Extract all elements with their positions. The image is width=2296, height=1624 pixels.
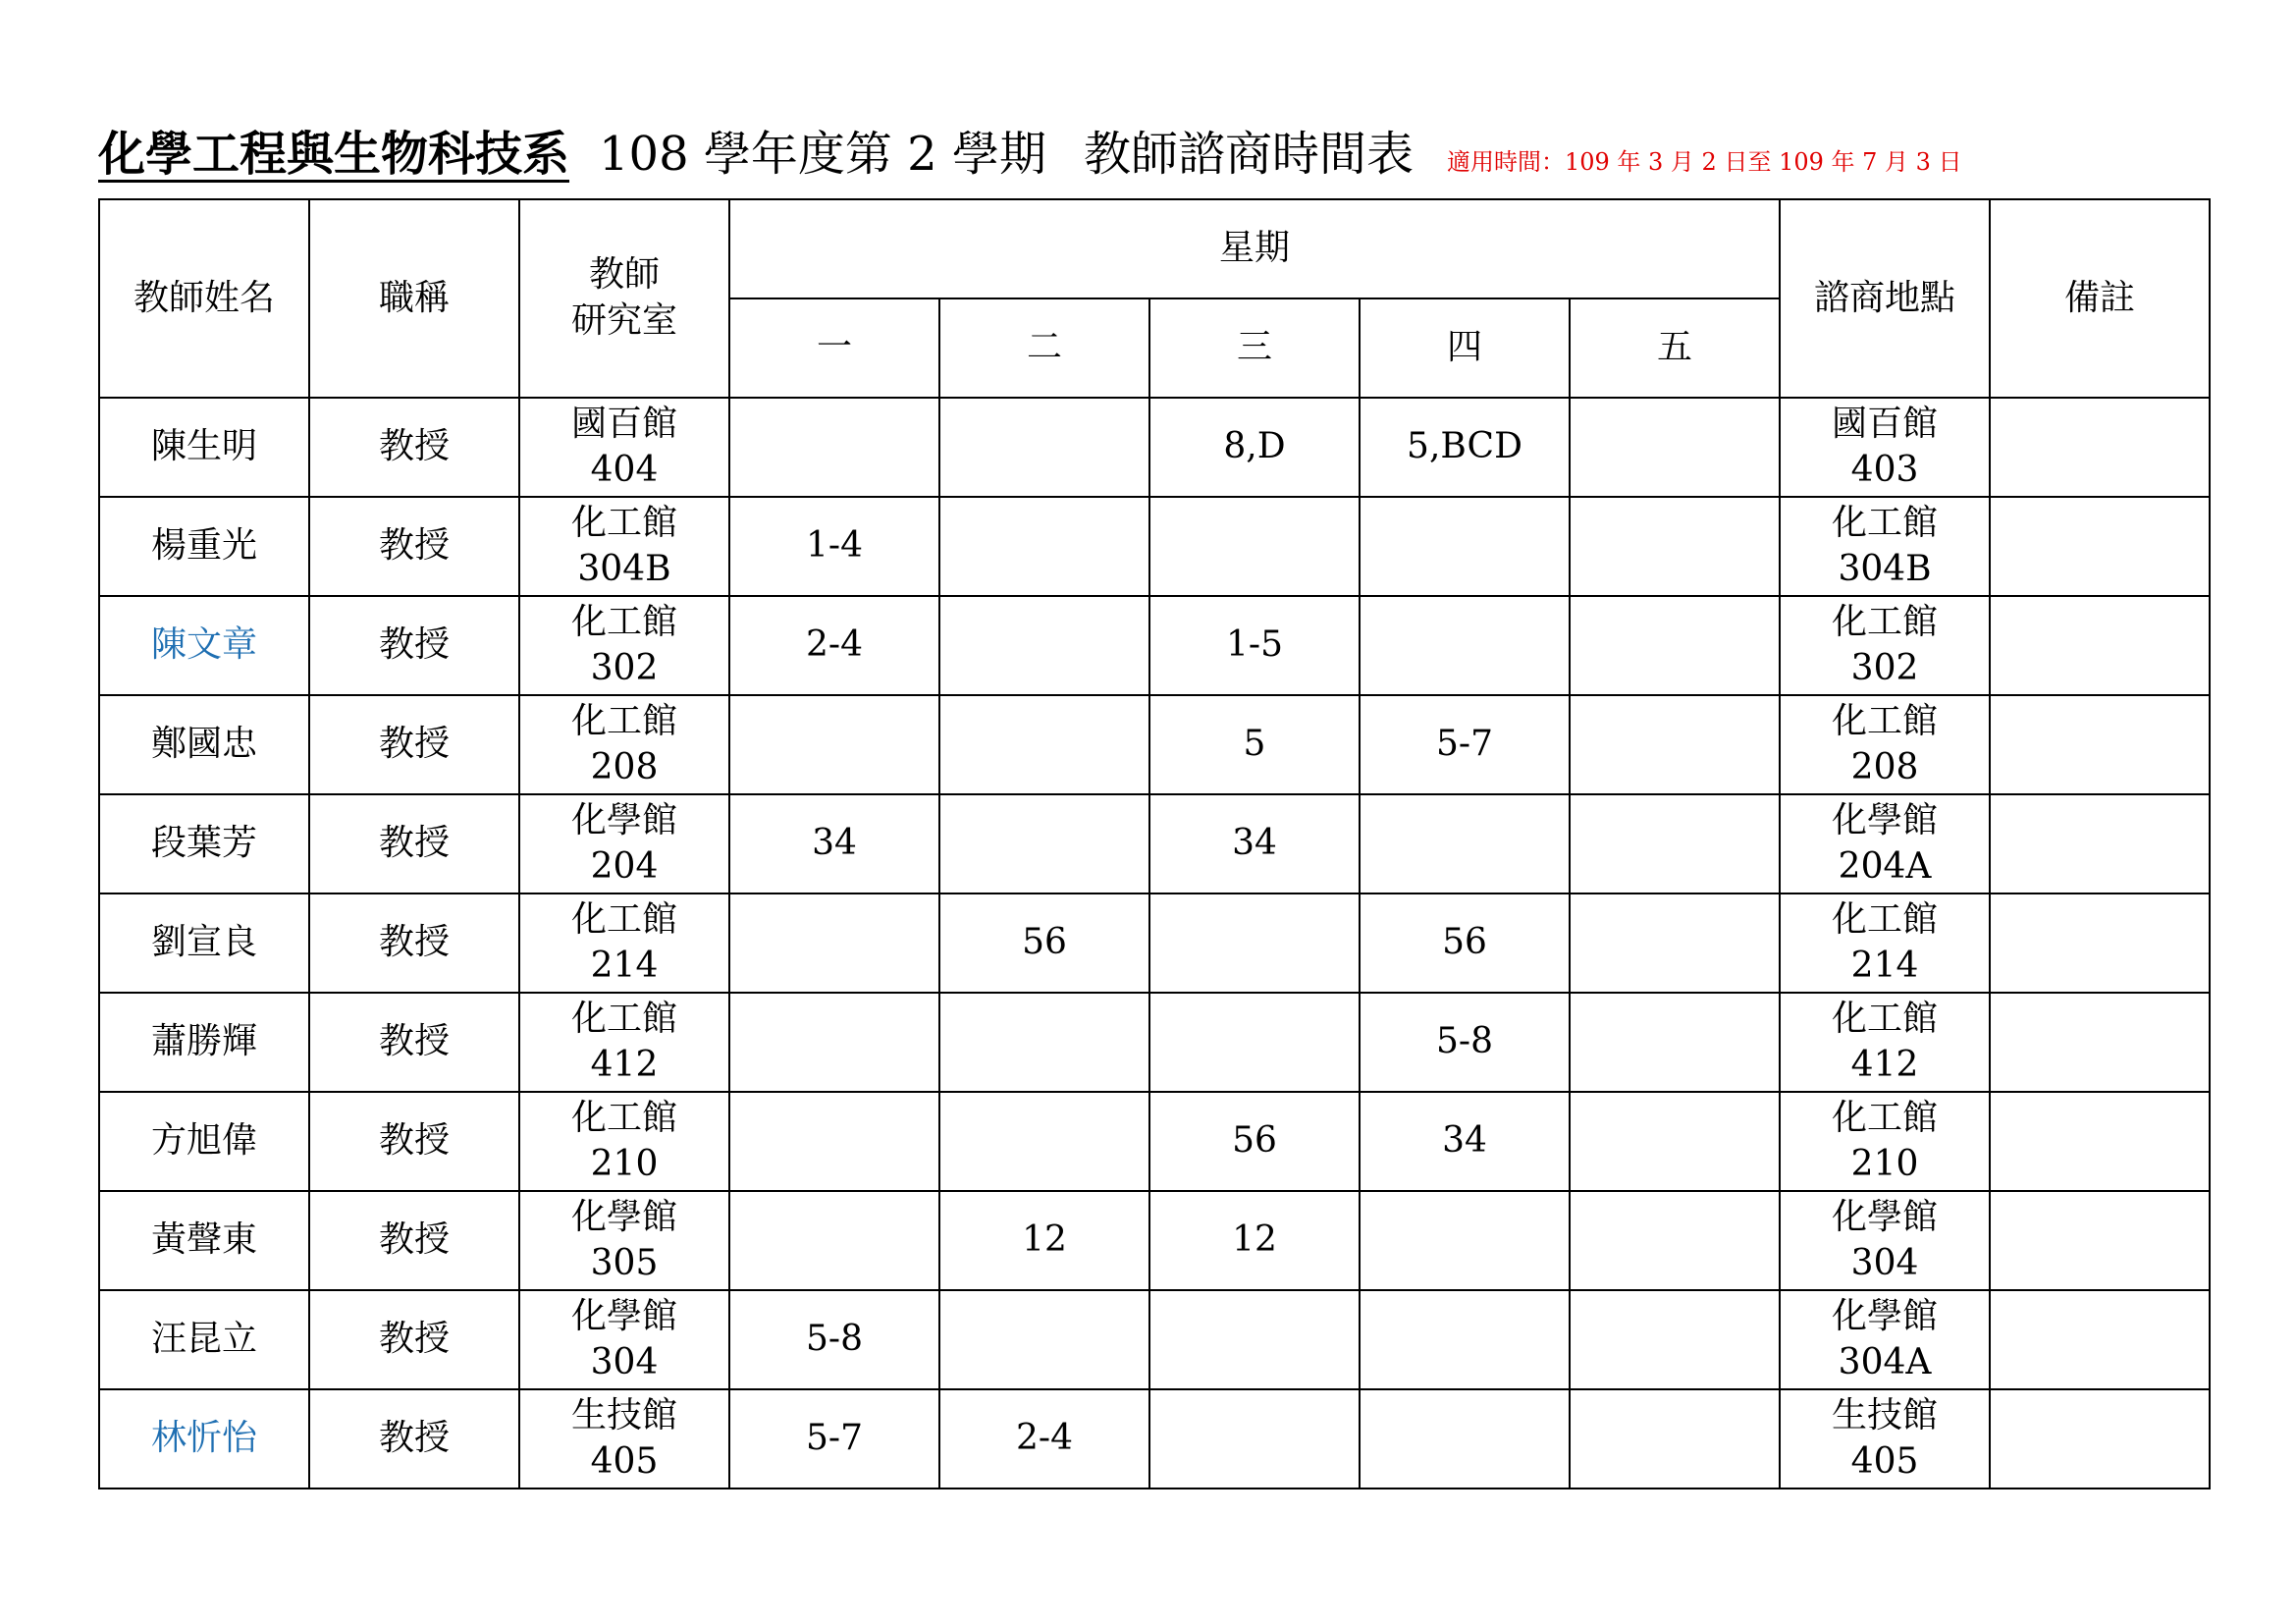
location-building: 化工館 <box>1832 700 1939 741</box>
location <box>1780 497 1990 596</box>
office-room: 302 <box>590 647 659 688</box>
slot-fri <box>1570 596 1780 695</box>
office-building: 化學館 <box>570 1196 677 1237</box>
table-row <box>99 893 2210 993</box>
location-building: 化工館 <box>1832 601 1939 642</box>
header-day-tue: 二 <box>939 298 1149 398</box>
note-cell <box>1990 398 2210 497</box>
slot-thu: 34 <box>1360 1092 1570 1191</box>
slot-mon: 5-7 <box>729 1389 939 1489</box>
location-building: 化工館 <box>1832 1097 1939 1138</box>
teacher-name: 汪昆立 <box>99 1290 309 1389</box>
office-building: 化學館 <box>570 1295 677 1336</box>
teacher-name: 楊重光 <box>99 497 309 596</box>
office <box>519 1389 729 1489</box>
location-building: 化工館 <box>1832 998 1939 1039</box>
teacher-rank: 教授 <box>309 1092 519 1191</box>
office <box>519 497 729 596</box>
slot-tue <box>939 993 1149 1092</box>
slot-mon: 34 <box>729 794 939 893</box>
table-row <box>99 993 2210 1092</box>
teacher-name[interactable]: 林忻怡 <box>99 1389 309 1489</box>
office-building: 化工館 <box>570 502 677 543</box>
office <box>519 695 729 794</box>
location <box>1780 398 1990 497</box>
teacher-rank: 教授 <box>309 695 519 794</box>
office-room: 208 <box>590 746 659 787</box>
office <box>519 893 729 993</box>
teacher-rank: 教授 <box>309 1290 519 1389</box>
slot-fri <box>1570 1092 1780 1191</box>
teacher-rank: 教授 <box>309 1191 519 1290</box>
slot-wed <box>1149 1290 1360 1389</box>
slot-wed: 5 <box>1149 695 1360 794</box>
slot-mon <box>729 1191 939 1290</box>
slot-mon <box>729 1092 939 1191</box>
location <box>1780 596 1990 695</box>
table-row <box>99 1191 2210 1290</box>
teacher-rank: 教授 <box>309 1389 519 1489</box>
location <box>1780 893 1990 993</box>
teacher-name: 劉宣良 <box>99 893 309 993</box>
header-rank: 職稱 <box>309 199 519 398</box>
office <box>519 993 729 1092</box>
slot-fri <box>1570 1290 1780 1389</box>
slot-mon: 2-4 <box>729 596 939 695</box>
teacher-name: 蕭勝輝 <box>99 993 309 1092</box>
header-location: 諮商地點 <box>1780 199 1990 398</box>
office-room: 404 <box>590 449 659 490</box>
header-day-fri: 五 <box>1570 298 1780 398</box>
location-building: 化學館 <box>1832 799 1939 840</box>
office-room: 304 <box>590 1341 659 1382</box>
table-row <box>99 695 2210 794</box>
header-row-top <box>99 199 2210 298</box>
office-room: 304B <box>577 548 671 589</box>
location <box>1780 1290 1990 1389</box>
consultation-schedule-table <box>98 198 2211 1489</box>
slot-mon <box>729 398 939 497</box>
office <box>519 794 729 893</box>
office <box>519 596 729 695</box>
slot-tue <box>939 794 1149 893</box>
location-room: 214 <box>1850 945 1919 986</box>
slot-wed: 12 <box>1149 1191 1360 1290</box>
location-room: 405 <box>1850 1440 1919 1482</box>
location <box>1780 1191 1990 1290</box>
slot-tue <box>939 1290 1149 1389</box>
slot-fri <box>1570 398 1780 497</box>
office-building: 化工館 <box>570 601 677 642</box>
slot-thu: 5-8 <box>1360 993 1570 1092</box>
note-cell <box>1990 794 2210 893</box>
table-row <box>99 1389 2210 1489</box>
slot-tue <box>939 497 1149 596</box>
slot-fri <box>1570 794 1780 893</box>
table-row <box>99 596 2210 695</box>
office-room: 412 <box>590 1044 659 1085</box>
slot-wed <box>1149 993 1360 1092</box>
teacher-name: 黃聲東 <box>99 1191 309 1290</box>
slot-wed <box>1149 1389 1360 1489</box>
slot-mon: 1-4 <box>729 497 939 596</box>
slot-wed: 8,D <box>1149 398 1360 497</box>
document-title <box>98 116 2218 185</box>
slot-tue: 2-4 <box>939 1389 1149 1489</box>
document-name: 教師諮商時間表 <box>1083 127 1414 182</box>
office-room: 204 <box>590 845 659 887</box>
semester-label: 108 學年度第 2 學期 <box>599 127 1046 182</box>
header-day-thu: 四 <box>1360 298 1570 398</box>
valid-period: 適用時間：109 年 3 月 2 日至 109 年 7 月 3 日 <box>1446 148 1962 176</box>
teacher-rank: 教授 <box>309 497 519 596</box>
slot-thu: 56 <box>1360 893 1570 993</box>
slot-thu <box>1360 596 1570 695</box>
office-room: 214 <box>590 945 659 986</box>
location-room: 208 <box>1850 746 1919 787</box>
slot-thu <box>1360 794 1570 893</box>
location-room: 304A <box>1838 1341 1932 1382</box>
location-building: 生技館 <box>1832 1394 1939 1435</box>
office-building: 生技館 <box>570 1394 677 1435</box>
teacher-name: 鄭國忠 <box>99 695 309 794</box>
location-building: 化工館 <box>1832 502 1939 543</box>
slot-fri <box>1570 993 1780 1092</box>
slot-fri <box>1570 1389 1780 1489</box>
slot-thu <box>1360 497 1570 596</box>
teacher-rank: 教授 <box>309 893 519 993</box>
location-room: 403 <box>1850 449 1919 490</box>
teacher-rank: 教授 <box>309 398 519 497</box>
table-row <box>99 1290 2210 1389</box>
note-cell <box>1990 695 2210 794</box>
note-cell <box>1990 1092 2210 1191</box>
office <box>519 1092 729 1191</box>
slot-fri <box>1570 497 1780 596</box>
note-cell <box>1990 596 2210 695</box>
location-building: 化學館 <box>1832 1196 1939 1237</box>
slot-mon <box>729 893 939 993</box>
department-name: 化學工程與生物科技系 <box>98 127 570 182</box>
slot-tue: 12 <box>939 1191 1149 1290</box>
table-row <box>99 497 2210 596</box>
office <box>519 1191 729 1290</box>
table-row <box>99 794 2210 893</box>
header-weekday-group: 星期 <box>729 199 1780 298</box>
location-building: 化工館 <box>1832 898 1939 940</box>
slot-mon <box>729 695 939 794</box>
teacher-rank: 教授 <box>309 596 519 695</box>
slot-wed <box>1149 497 1360 596</box>
teacher-name: 段葉芳 <box>99 794 309 893</box>
slot-thu <box>1360 1290 1570 1389</box>
office-room: 305 <box>590 1242 659 1283</box>
office-building: 化工館 <box>570 898 677 940</box>
location-building: 國百館 <box>1832 403 1939 444</box>
location-room: 304B <box>1838 548 1932 589</box>
office-building: 化工館 <box>570 700 677 741</box>
slot-thu <box>1360 1389 1570 1489</box>
slot-mon: 5-8 <box>729 1290 939 1389</box>
office-building: 國百館 <box>570 403 677 444</box>
slot-tue: 56 <box>939 893 1149 993</box>
location-room: 412 <box>1850 1044 1919 1085</box>
table-row <box>99 398 2210 497</box>
office <box>519 1290 729 1389</box>
slot-fri <box>1570 1191 1780 1290</box>
note-cell <box>1990 893 2210 993</box>
slot-wed <box>1149 893 1360 993</box>
location-room: 210 <box>1850 1143 1919 1184</box>
slot-thu: 5-7 <box>1360 695 1570 794</box>
teacher-name: 方旭偉 <box>99 1092 309 1191</box>
header-office-line1: 教師 <box>588 254 660 296</box>
slot-thu: 5,BCD <box>1360 398 1570 497</box>
slot-tue <box>939 398 1149 497</box>
note-cell <box>1990 993 2210 1092</box>
location <box>1780 1092 1990 1191</box>
note-cell <box>1990 497 2210 596</box>
slot-fri <box>1570 695 1780 794</box>
header-note: 備註 <box>1990 199 2210 398</box>
note-cell <box>1990 1191 2210 1290</box>
slot-tue <box>939 695 1149 794</box>
location-room: 304 <box>1850 1242 1919 1283</box>
header-office-line2: 研究室 <box>570 300 677 341</box>
slot-tue <box>939 1092 1149 1191</box>
location <box>1780 794 1990 893</box>
location-room: 204A <box>1838 845 1932 887</box>
slot-wed: 34 <box>1149 794 1360 893</box>
slot-fri <box>1570 893 1780 993</box>
slot-wed: 1-5 <box>1149 596 1360 695</box>
office <box>519 398 729 497</box>
office-room: 210 <box>590 1143 659 1184</box>
teacher-rank: 教授 <box>309 993 519 1092</box>
header-day-mon: 一 <box>729 298 939 398</box>
slot-tue <box>939 596 1149 695</box>
note-cell <box>1990 1290 2210 1389</box>
office-building: 化學館 <box>570 799 677 840</box>
office-building: 化工館 <box>570 998 677 1039</box>
header-name: 教師姓名 <box>99 199 309 398</box>
note-cell <box>1990 1389 2210 1489</box>
office-room: 405 <box>590 1440 659 1482</box>
header-day-wed: 三 <box>1149 298 1360 398</box>
location-building: 化學館 <box>1832 1295 1939 1336</box>
office-building: 化工館 <box>570 1097 677 1138</box>
header-office <box>519 199 729 398</box>
slot-wed: 56 <box>1149 1092 1360 1191</box>
table-row <box>99 1092 2210 1191</box>
location <box>1780 695 1990 794</box>
teacher-name: 陳生明 <box>99 398 309 497</box>
location-room: 302 <box>1850 647 1919 688</box>
location <box>1780 993 1990 1092</box>
location <box>1780 1389 1990 1489</box>
slot-mon <box>729 993 939 1092</box>
teacher-name[interactable]: 陳文章 <box>99 596 309 695</box>
slot-thu <box>1360 1191 1570 1290</box>
teacher-rank: 教授 <box>309 794 519 893</box>
